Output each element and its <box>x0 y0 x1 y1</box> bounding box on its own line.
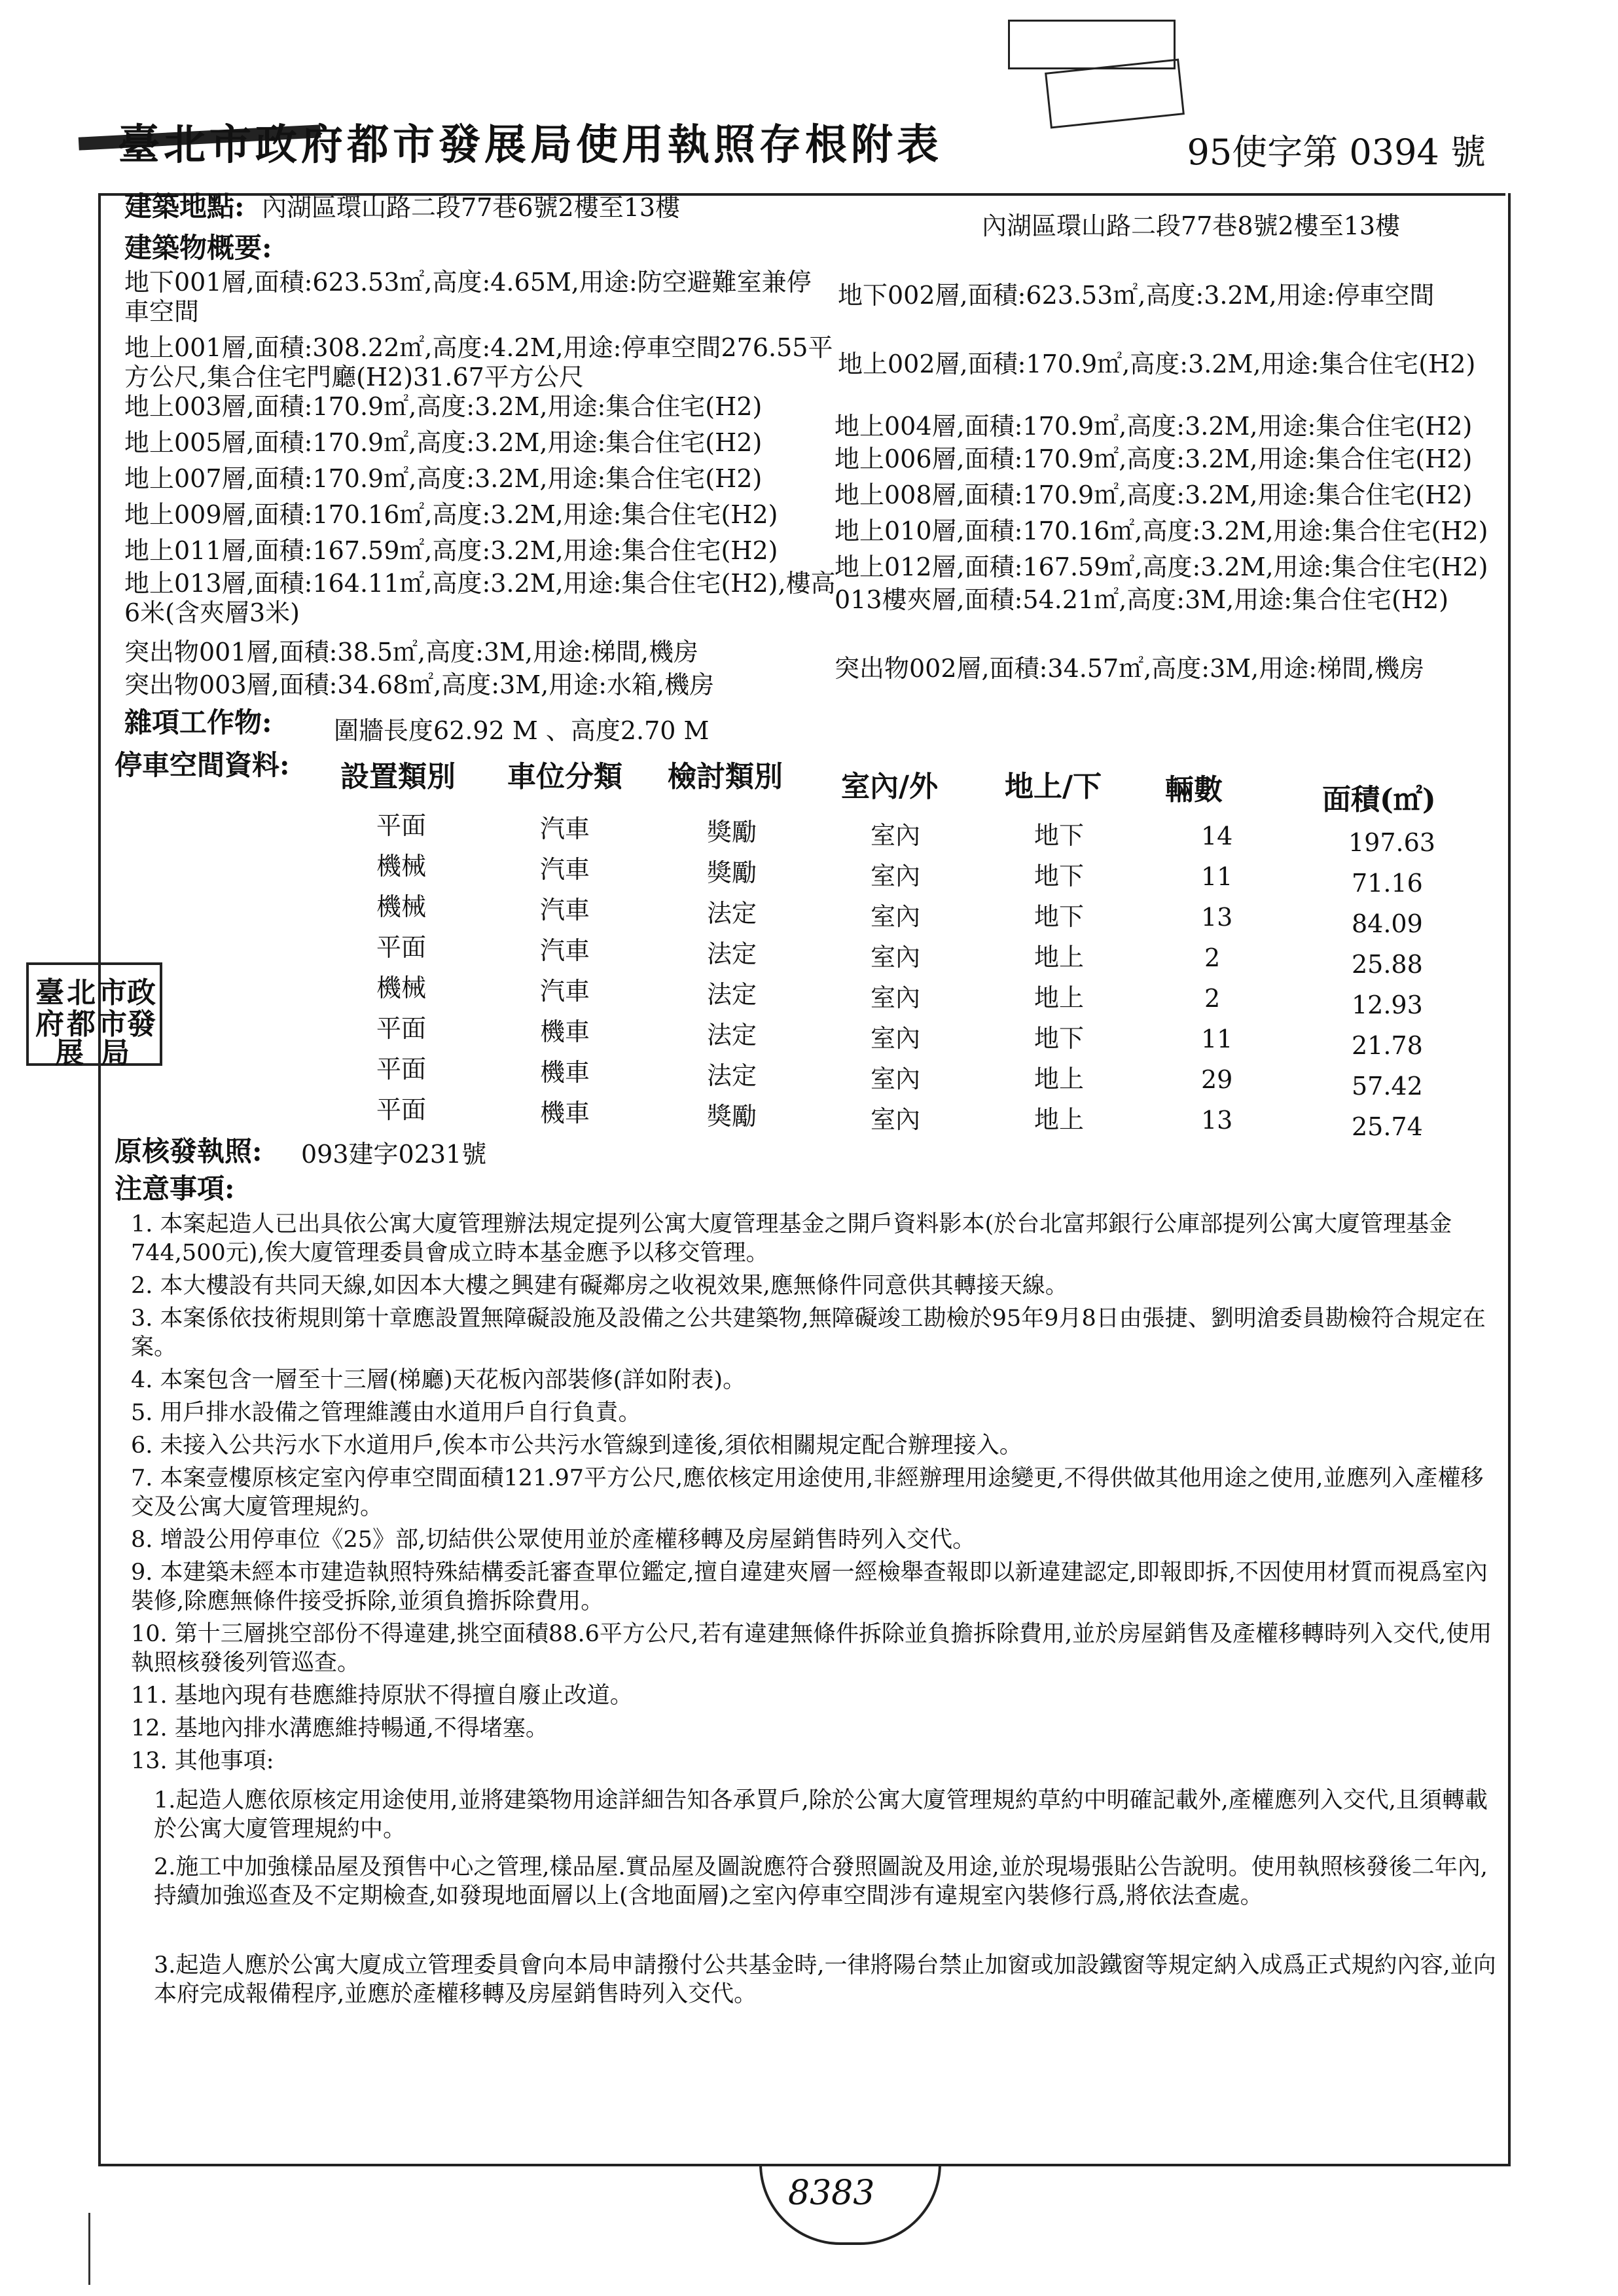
parking-cell: 法定 <box>707 1061 757 1090</box>
parking-cell: 57.42 <box>1352 1072 1423 1101</box>
permit-number: 95使字第 0394 號 <box>1187 132 1486 173</box>
parking-cell: 地下 <box>1034 902 1085 931</box>
parking-cell: 平面 <box>376 1095 427 1124</box>
note-sub-item: 3.起造人應於公寓大廈成立管理委員會向本局申請撥付公共基金時,一律將陽台禁止加窗或加設鐵窗等規定納入成爲正式規約內容,並向本府完成報備程序,並應於產權移轉及房屋銷售時列入交代。 <box>154 1952 1496 2007</box>
parking-cell: 13 <box>1201 903 1233 932</box>
parking-cell: 197.63 <box>1348 828 1435 857</box>
parking-cell: 地上 <box>1034 943 1085 972</box>
notes-label: 注意事項: <box>115 1173 235 1205</box>
parking-cell: 法定 <box>707 1021 757 1049</box>
overview-left-line: 突出物003層,面積:34.68㎡,高度:3M,用途:水箱,機房 <box>124 670 715 699</box>
parking-cell: 法定 <box>707 980 757 1009</box>
parking-cell: 室內 <box>871 821 921 850</box>
overview-right-line: 地上002層,面積:170.9㎡,高度:3.2M,用途:集合住宅(H2) <box>838 350 1476 378</box>
parking-cell: 獎勵 <box>707 818 757 847</box>
parking-cell: 地下 <box>1034 1024 1085 1053</box>
overview-right-line: 地上010層,面積:170.16㎡,高度:3.2M,用途:集合住宅(H2) <box>835 517 1488 545</box>
parking-cell: 地下 <box>1034 862 1085 890</box>
parking-cell: 室內 <box>871 983 921 1012</box>
site-address-1: 內湖區環山路二段77巷6號2樓至13樓 <box>262 193 681 222</box>
seal-char: 政 <box>127 976 156 1010</box>
parking-cell: 平面 <box>376 1055 427 1084</box>
overview-right-line: 地下002層,面積:623.53㎡,高度:3.2M,用途:停車空間 <box>838 281 1435 310</box>
parking-cell: 2 <box>1204 984 1221 1013</box>
parking-cell: 平面 <box>376 811 427 840</box>
parking-cell: 12.93 <box>1352 991 1423 1019</box>
seal-char: 展 <box>55 1036 84 1070</box>
note-item: 10. 第十三層挑空部份不得違建,挑空面積88.6平方公尺,若有違建無條件拆除並負擔拆除費用,並於房屋銷售及產權移轉時列入交代,使用執照核發後列管巡查。 <box>131 1621 1492 1676</box>
parking-label: 停車空間資料: <box>115 749 290 781</box>
original-permit-value: 093建字0231號 <box>301 1140 487 1169</box>
parking-cell: 室內 <box>871 1024 921 1053</box>
seal-char: 北 <box>67 976 96 1010</box>
parking-header-cell: 檢討類別 <box>668 760 783 793</box>
parking-cell: 汽車 <box>540 814 590 843</box>
parking-cell: 地下 <box>1034 821 1085 850</box>
overview-left-line: 突出物001層,面積:38.5㎡,高度:3M,用途:梯間,機房 <box>124 638 698 666</box>
note-item: 8. 增設公用停車位《25》部,切結供公眾使用並於產權移轉及房屋銷售時列入交代。 <box>131 1527 976 1553</box>
parking-cell: 汽車 <box>540 896 590 924</box>
bottom-stamp-number: 8383 <box>788 2174 875 2213</box>
bottom-stamp <box>759 2164 941 2245</box>
overview-left-line: 地上001層,面積:308.22㎡,高度:4.2M,用途:停車空間276.55平 <box>124 333 833 362</box>
overview-left-line: 地下001層,面積:623.53㎡,高度:4.65M,用途:防空避難室兼停 <box>124 268 812 297</box>
overview-label: 建築物概要: <box>124 232 272 264</box>
parking-cell: 25.74 <box>1352 1112 1423 1141</box>
parking-cell: 11 <box>1201 1025 1233 1053</box>
parking-cell: 法定 <box>707 899 757 928</box>
seal-char: 市 <box>98 976 127 1010</box>
parking-cell: 13 <box>1201 1106 1233 1135</box>
note-item: 11. 基地內現有巷應維持原狀不得擅自廢止改道。 <box>131 1683 633 1709</box>
parking-cell: 獎勵 <box>707 1102 757 1131</box>
parking-cell: 汽車 <box>540 855 590 884</box>
seal-char: 都 <box>67 1008 96 1041</box>
parking-cell: 25.88 <box>1352 950 1423 979</box>
note-item: 4. 本案包含一層至十三層(梯廳)天花板內部裝修(詳如附表)。 <box>131 1367 746 1393</box>
seal-char: 發 <box>127 1008 156 1041</box>
parking-cell: 汽車 <box>540 977 590 1006</box>
parking-cell: 機械 <box>376 852 427 881</box>
parking-cell: 14 <box>1201 822 1233 850</box>
site-address-2: 內湖區環山路二段77巷8號2樓至13樓 <box>982 211 1401 240</box>
note-item: 6. 未接入公共污水下水道用戶,俟本市公共污水管線到達後,須依相關規定配合辦理接入。 <box>131 1432 1022 1459</box>
parking-cell: 機車 <box>540 1099 590 1127</box>
note-item: 1. 本案起造人已出具依公寓大廈管理辦法規定提列公寓大廈管理基金之開戶資料影本(於台北富邦銀行公庫部提列公寓大廈管理基金744,500元),俟大廈管理委員會成立時本基金應予以移交管理。 <box>131 1211 1452 1266</box>
overview-left-line: 車空間 <box>124 297 200 326</box>
parking-cell: 84.09 <box>1352 909 1423 938</box>
seal-char: 臺 <box>35 976 64 1010</box>
parking-cell: 機械 <box>376 892 427 921</box>
parking-cell: 地上 <box>1034 983 1085 1012</box>
misc-label: 雜項工作物: <box>124 706 272 738</box>
note-item: 9. 本建築未經本市建造執照特殊結構委託審查單位鑑定,擅自違建夾層一經檢舉查報即以新違建認定,即報即拆,不因使用材質而視爲室內裝修,除應無條件接受拆除,並須負擔拆除費用。 <box>131 1559 1488 1614</box>
overview-right-line: 地上008層,面積:170.9㎡,高度:3.2M,用途:集合住宅(H2) <box>835 481 1473 509</box>
parking-header-cell: 設置類別 <box>340 760 456 793</box>
note-item: 12. 基地內排水溝應維持暢通,不得堵塞。 <box>131 1715 548 1741</box>
overview-left-line: 方公尺,集合住宅門廳(H2)31.67平方公尺 <box>124 363 584 392</box>
parking-cell: 地上 <box>1034 1065 1085 1093</box>
note-sub-item: 2.施工中加強樣品屋及預售中心之管理,樣品屋.實品屋及圖說應符合發照圖說及用途,並於現場張貼公告說明。使用執照核發後二年內,持續加強巡查及不定期檢查,如發現地面層以上(含地面層)之室內停車空間涉有違規室內裝修行爲,將依法查處。 <box>154 1854 1488 1909</box>
parking-cell: 2 <box>1204 943 1221 972</box>
overview-left-line: 地上003層,面積:170.9㎡,高度:3.2M,用途:集合住宅(H2) <box>124 392 763 421</box>
parking-cell: 21.78 <box>1352 1031 1423 1060</box>
note-item: 2. 本大樓設有共同天線,如因本大樓之興建有礙鄰房之收視效果,應無條件同意供其轉接天線。 <box>131 1273 1068 1299</box>
overview-left-line: 地上007層,面積:170.9㎡,高度:3.2M,用途:集合住宅(H2) <box>124 464 763 493</box>
overview-right-line: 地上012層,面積:167.59㎡,高度:3.2M,用途:集合住宅(H2) <box>835 553 1488 581</box>
overview-right-line: 地上006層,面積:170.9㎡,高度:3.2M,用途:集合住宅(H2) <box>835 445 1473 473</box>
parking-cell: 機械 <box>376 974 427 1002</box>
parking-cell: 室內 <box>871 1065 921 1093</box>
overview-left-line: 地上009層,面積:170.16㎡,高度:3.2M,用途:集合住宅(H2) <box>124 500 778 529</box>
parking-cell: 地上 <box>1034 1105 1085 1134</box>
parking-cell: 平面 <box>376 933 427 962</box>
parking-cell: 室內 <box>871 902 921 931</box>
margin-line <box>88 2213 90 2285</box>
parking-cell: 室內 <box>871 862 921 890</box>
note-item: 3. 本案係依技術規則第十章應設置無障礙設施及設備之公共建築物,無障礙竣工勘檢於95年9月8日由張捷、劉明滄委員勘檢符合規定在案。 <box>131 1305 1486 1360</box>
overview-right-line: 013樓夾層,面積:54.21㎡,高度:3M,用途:集合住宅(H2) <box>835 585 1449 614</box>
parking-header-cell: 車位分類 <box>507 760 622 793</box>
note-item: 5. 用戶排水設備之管理維護由水道用戶自行負責。 <box>131 1400 641 1426</box>
note-item: 7. 本案壹樓原核定室內停車空間面積121.97平方公尺,應依核定用途使用,非經辦理用途變更,不得供做其他用途之使用,並應列入產權移交及公寓大廈管理規約。 <box>131 1465 1484 1520</box>
official-seal <box>26 962 162 1070</box>
parking-cell: 汽車 <box>540 936 590 965</box>
overview-left-line: 6米(含夾層3米) <box>124 598 300 627</box>
overview-left-line: 地上011層,面積:167.59㎡,高度:3.2M,用途:集合住宅(H2) <box>124 536 778 565</box>
document-header <box>98 85 1505 196</box>
seal-char: 府 <box>35 1008 64 1041</box>
overview-left-line: 地上005層,面積:170.9㎡,高度:3.2M,用途:集合住宅(H2) <box>124 428 763 457</box>
parking-cell: 室內 <box>871 1105 921 1134</box>
parking-cell: 71.16 <box>1352 869 1423 898</box>
seal-char: 局 <box>101 1036 130 1070</box>
parking-header-cell: 面積(㎡) <box>1322 783 1436 816</box>
parking-cell: 平面 <box>376 1014 427 1043</box>
note-sub-item: 1.起造人應依原核定用途使用,並將建築物用途詳細告知各承買戶,除於公寓大廈管理規約草約中明確記載外,產權應列入交代,且須轉載於公寓大廈管理規約中。 <box>154 1787 1488 1842</box>
overview-right-line: 突出物002層,面積:34.57㎡,高度:3M,用途:梯間,機房 <box>835 654 1425 683</box>
misc-value: 圍牆長度62.92 M 、高度2.70 M <box>334 716 710 745</box>
overview-right-line: 地上004層,面積:170.9㎡,高度:3.2M,用途:集合住宅(H2) <box>835 412 1473 441</box>
note-item: 13. 其他事項: <box>131 1748 274 1774</box>
parking-header-cell: 室內/外 <box>841 770 939 803</box>
parking-cell: 室內 <box>871 943 921 972</box>
parking-header-cell: 輛數 <box>1165 773 1223 807</box>
parking-header-cell: 地上/下 <box>1005 770 1102 803</box>
parking-cell: 機車 <box>540 1058 590 1087</box>
page-title: 臺北市政府都市發展局使用執照存根附表 <box>118 120 943 170</box>
original-permit-label: 原核發執照: <box>115 1135 262 1167</box>
parking-cell: 11 <box>1201 862 1233 891</box>
site-label: 建築地點: <box>124 191 245 223</box>
seal-char: 市 <box>98 1008 127 1041</box>
parking-cell: 機車 <box>540 1017 590 1046</box>
overview-left-line: 地上013層,面積:164.11㎡,高度:3.2M,用途:集合住宅(H2),樓高 <box>124 569 836 598</box>
parking-cell: 獎勵 <box>707 858 757 887</box>
parking-cell: 法定 <box>707 939 757 968</box>
parking-cell: 29 <box>1201 1065 1233 1094</box>
